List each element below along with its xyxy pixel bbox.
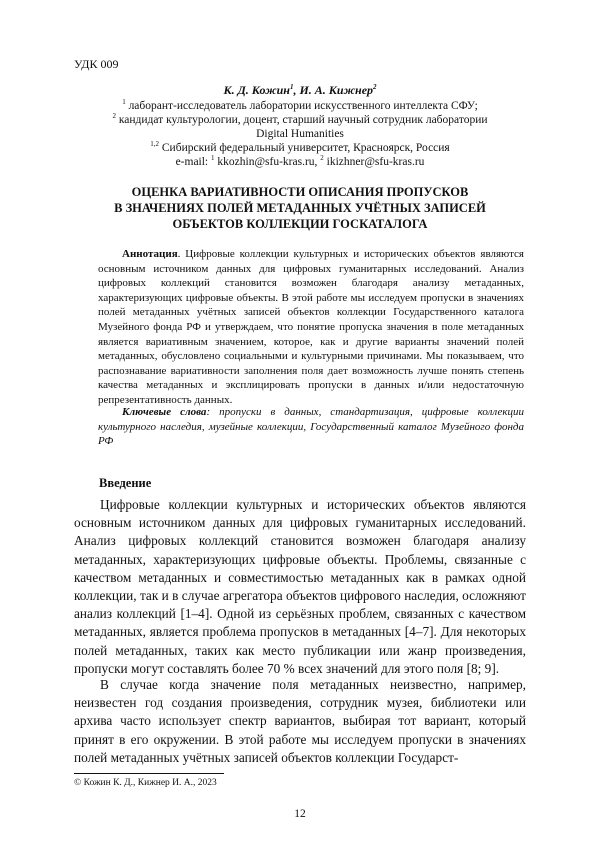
body-paragraph-1: Цифровые коллекции культурных и исторических объектов являются основным источником данных для цифровых гуманитарных исследований. Анализ цифровых коллекций становится возможен благодаря анализу метаданных, характеризующих цифровые объекты. Проблемы, связанные с качеством метаданных и совместимостью метаданных как в рамках одной коллекции, так и в случае агрегатора объектов цифрового наследия, осложняют анализ коллекций [1–4]. Одной из серьёзных проблем, связанных с качеством метаданных, является проблема пропусков в метаданных [4–7]. Для некоторых полей метаданных, таких как место публикации или жанр произведения, пропуски могут составлять более 70 % всех значений для этого поля [8; 9].	[74, 497, 526, 676]
author-1-sup: 1	[289, 83, 294, 91]
abstract-label: Аннотация	[122, 248, 178, 260]
title-line-1: ОЦЕНКА ВАРИАТИВНОСТИ ОПИСАНИЯ ПРОПУСКОВ	[131, 185, 469, 199]
author-2: И. А. Кижнер	[299, 83, 374, 97]
affiliation-1	[74, 99, 526, 113]
page-number: 12	[294, 808, 306, 820]
title-line-2: В ЗНАЧЕНИЯХ ПОЛЕЙ МЕТАДАННЫХ УЧЁТНЫХ ЗАПИСЕЙ	[114, 201, 486, 215]
keywords-label: Ключевые слова	[122, 406, 207, 418]
affiliation-3	[74, 141, 526, 155]
email-2-sup: 2	[320, 154, 324, 163]
affiliation-2-sup: 2	[112, 112, 116, 121]
email-line	[74, 155, 526, 169]
affiliation-3-text: Сибирский федеральный университет, Красноярск, Россия	[159, 142, 450, 154]
paper-title	[74, 184, 526, 232]
copyright-footnote: © Кожин К. Д., Кижнер И. А., 2023	[74, 778, 217, 788]
title-line-3: ОБЪЕКТОВ КОЛЛЕКЦИИ ГОСКАТАЛОГА	[172, 217, 428, 231]
author-2-sup: 2	[373, 83, 377, 91]
udk-code: УДК 009	[74, 57, 119, 71]
abstract-text: . Цифровые коллекции культурных и исторических объектов являются основным источником данных для цифровых гуманитарных исследований. Анализ цифровых коллекций становится возможен благодаря анализу метаданных, характеризующих цифровые объекты. В этой работе мы исследуем пропуски в значениях полей метаданных учётных записей объектов коллекции Государственного каталога Музейного фонда РФ и утверждаем, что понятие пропуска значения в поле метаданных является вариативным значением, которое, как и другие варианты значений полей метаданных, обусловлено социальными и культурными причинами. Мы показываем, что распознавание вариативности заполнения поля дает возможность лучше понять степень качества метаданных и эксплицировать пропуски в данных и/или недостаточную репрезентативность данных.	[98, 248, 524, 406]
section-heading: Введение	[99, 476, 152, 490]
affiliation-2	[74, 113, 526, 127]
body-paragraph-2: В случае когда значение поля метаданных неизвестно, например, неизвестен год создания произведения, сотрудник музея, библиотеки или архива часто использует спектр вариантов, выбирая тот вариант, который принят в его окружении. В этой работе мы исследуем пропуски в значениях полей метаданных учётных записей объектов коллекции Государст-	[74, 677, 526, 765]
author-separator: ,	[293, 83, 300, 97]
email-2: ikizhner@sfu-kras.ru	[323, 156, 425, 168]
email-1: kkozhin@sfu-kras.ru,	[214, 156, 321, 168]
affiliation-2-continued: Digital Humanities	[256, 128, 344, 140]
author-line	[74, 83, 526, 98]
email-1-sup: 1	[211, 154, 215, 163]
affiliation-3-sup: 1,2	[150, 140, 160, 149]
footnote-divider	[74, 773, 224, 774]
email-prefix: e-mail:	[175, 156, 212, 168]
affiliation-2-text: кандидат культурологии, доцент, старший научный сотрудник лаборатории	[115, 114, 488, 126]
abstract	[98, 247, 524, 408]
author-1: К. Д. Кожин	[223, 83, 290, 97]
affiliation-1-sup: 1	[122, 98, 126, 107]
affiliation-1-text: лаборант-исследователь лаборатории искусственного интеллекта СФУ;	[125, 100, 478, 112]
keywords-text: : пропуски в данных, стандартизация, цифровые коллекции культурного наследия, музейные коллекции, Государственный каталог Музейного фонда РФ	[98, 406, 524, 448]
keywords	[98, 405, 524, 449]
